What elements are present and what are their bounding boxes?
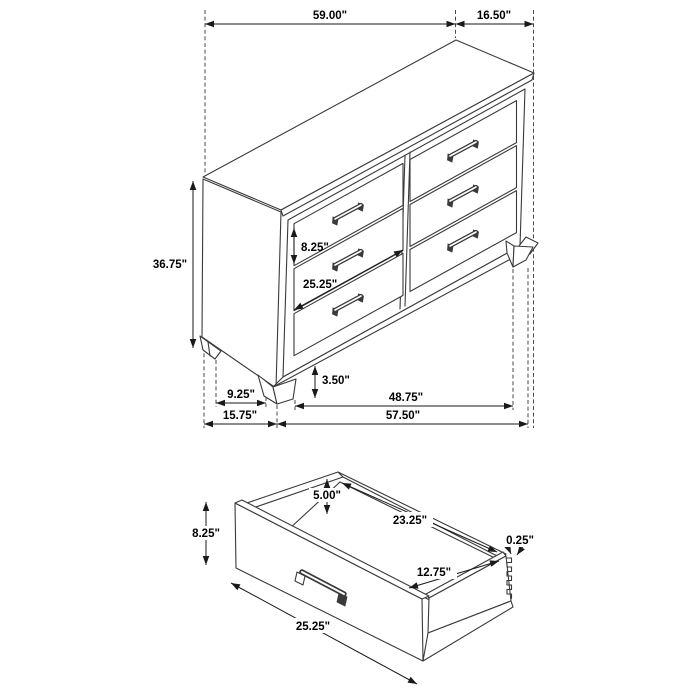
dim-dresser-height: 36.75" [152,259,188,271]
dim-dresser-drawer-height: 8.25" [301,242,329,254]
dim-drawer-front-width: 25.25" [295,621,331,633]
dim-dresser-base-depth: 15.75" [222,410,258,422]
drawer-figure [189,472,539,684]
dim-drawer-inner-height: 5.00" [313,490,341,502]
dim-dresser-depth: 16.50" [476,10,512,22]
dim-dresser-foot-height: 3.50" [322,375,350,387]
dim-dresser-foot-gap: 9.25" [227,389,255,401]
dim-dresser-width: 59.00" [312,10,348,22]
dim-drawer-side-thickness: 0.25" [506,535,534,547]
dim-drawer-inner-depth: 12.75" [416,567,452,579]
dresser-drawing [200,40,538,404]
dim-dresser-drawer-width: 25.25" [303,279,338,291]
dresser-foot-front-left [258,375,296,404]
dim-dresser-foot-span: 48.75" [388,392,424,404]
drawer-drawing [235,472,513,661]
dim-drawer-inner-width: 23.25" [392,515,428,527]
dresser-figure [153,10,538,428]
dim-drawer-front-height: 8.25" [192,528,220,540]
dim-dresser-base-width: 57.50" [385,410,421,422]
